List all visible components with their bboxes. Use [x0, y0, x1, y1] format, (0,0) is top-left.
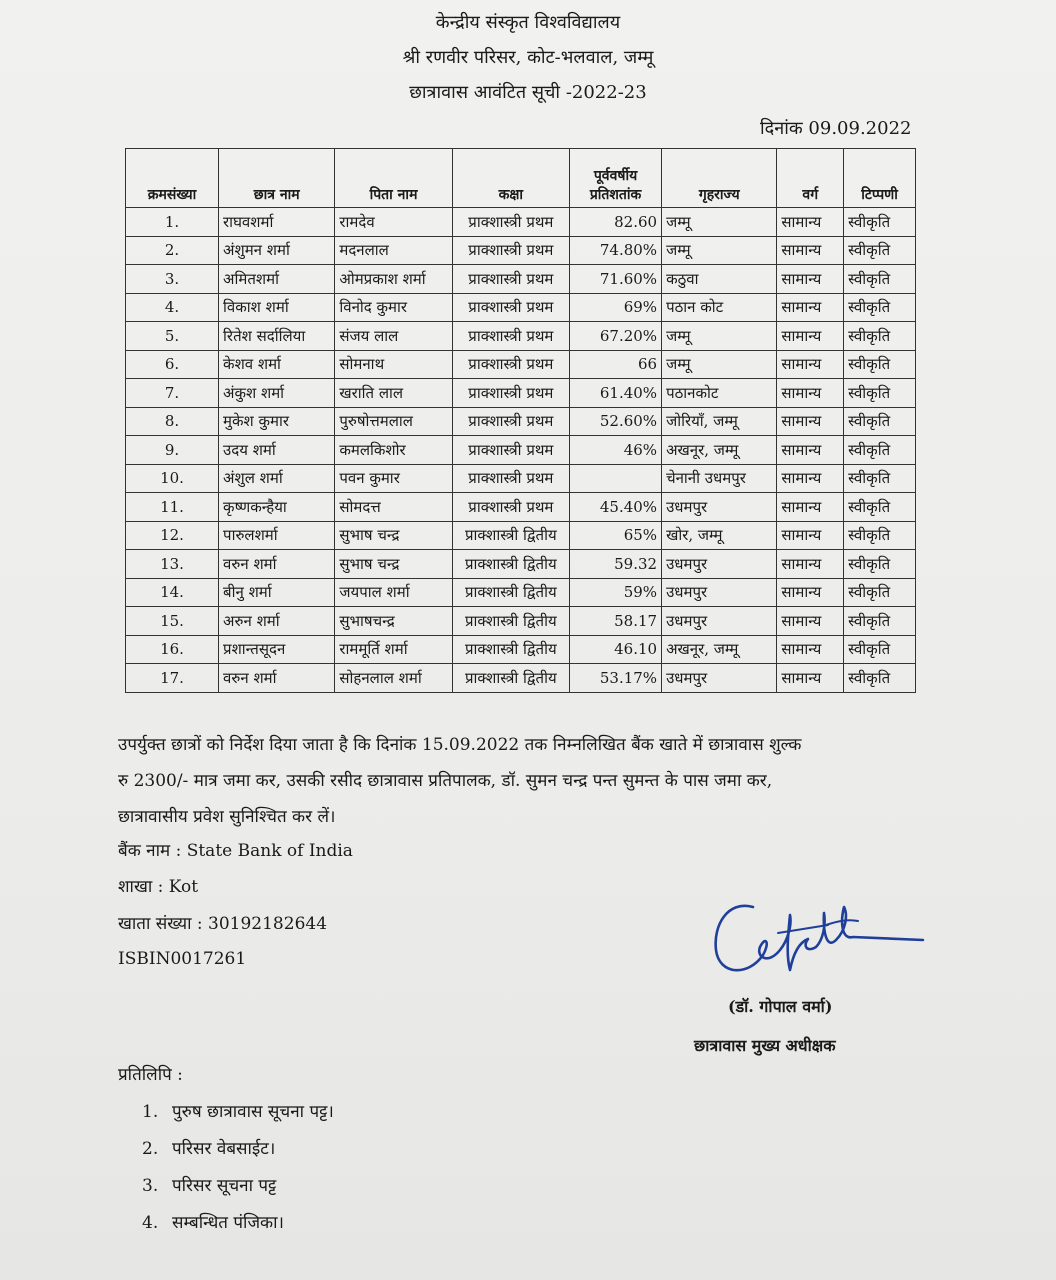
copy-list [142, 1094, 334, 1242]
copy-item [142, 1168, 334, 1205]
cell-class: प्राक्शास्त्री प्रथम [452, 293, 569, 322]
table-row [126, 436, 916, 465]
header-father: पिता नाम [335, 149, 452, 208]
cell-class: प्राक्शास्त्री द्वितीय [452, 635, 569, 664]
cell-percentage: 52.60% [570, 407, 662, 436]
cell-category: सामान्य [777, 521, 844, 550]
cell-father: कमलकिशोर [335, 436, 452, 465]
cell-category: सामान्य [777, 350, 844, 379]
cell-sn: 17. [126, 664, 219, 693]
cell-state: पठानकोट [662, 379, 777, 408]
cell-father: पवन कुमार [335, 464, 452, 493]
cell-state: जम्मू [662, 236, 777, 265]
cell-state: उधमपुर [662, 578, 777, 607]
cell-remark: स्वीकृति [844, 208, 916, 237]
copy-item-text: सम्बन्धित पंजिका। [172, 1213, 284, 1233]
cell-father: विनोद कुमार [335, 293, 452, 322]
copy-item-text: परिसर सूचना पट्ट [172, 1176, 277, 1196]
campus-address: श्री रणवीर परिसर, कोट-भलवाल, जम्मू [402, 47, 654, 68]
cell-sn: 3. [126, 265, 219, 294]
signature-mark [708, 895, 928, 990]
cell-percentage: 61.40% [570, 379, 662, 408]
cell-sn: 9. [126, 436, 219, 465]
cell-student: अंकुश शर्मा [219, 379, 335, 408]
cell-state: कठुवा [662, 265, 777, 294]
table-row [126, 607, 916, 636]
header-sn: क्रमसंख्या [126, 149, 219, 208]
header-percentage-line1: पूर्ववर्षीय [593, 168, 638, 184]
cell-class: प्राक्शास्त्री प्रथम [452, 265, 569, 294]
bank-ifsc: ISBIN0017261 [118, 949, 247, 969]
cell-class: प्राक्शास्त्री प्रथम [452, 322, 569, 351]
cell-state: अखनूर, जम्मू [662, 635, 777, 664]
cell-student: मुकेश कुमार [219, 407, 335, 436]
instruction-line-3: छात्रावासीय प्रवेश सुनिश्चित कर लें। [118, 807, 336, 827]
bank-name: बैंक नाम : State Bank of India [118, 841, 353, 861]
cell-father: रामदेव [335, 208, 452, 237]
cell-student: बीनु शर्मा [219, 578, 335, 607]
cell-category: सामान्य [777, 322, 844, 351]
header-percentage-line2: प्रतिशतांक [589, 187, 642, 203]
cell-sn: 12. [126, 521, 219, 550]
cell-student: रितेश सर्दालिया [219, 322, 335, 351]
copy-item-text: पुरुष छात्रावास सूचना पट्ट। [172, 1102, 334, 1122]
cell-remark: स्वीकृति [844, 379, 916, 408]
cell-sn: 6. [126, 350, 219, 379]
cell-father: सुभाष चन्द्र [335, 521, 452, 550]
copy-item-number: 2. [142, 1139, 159, 1159]
table-row [126, 350, 916, 379]
cell-category: सामान्य [777, 407, 844, 436]
cell-student: वरुन शर्मा [219, 664, 335, 693]
cell-father: सोमनाथ [335, 350, 452, 379]
signatory-title: छात्रावास मुख्य अधीक्षक [694, 1036, 836, 1055]
cell-class: प्राक्शास्त्री प्रथम [452, 436, 569, 465]
table-row [126, 521, 916, 550]
cell-student: प्रशान्तसूदन [219, 635, 335, 664]
signatory-name: (डॉ. गोपाल वर्मा) [728, 997, 833, 1016]
instruction-paragraph [118, 727, 918, 835]
cell-state: जम्मू [662, 350, 777, 379]
cell-class: प्राक्शास्त्री प्रथम [452, 379, 569, 408]
cell-sn: 5. [126, 322, 219, 351]
cell-remark: स्वीकृति [844, 607, 916, 636]
cell-category: सामान्य [777, 293, 844, 322]
cell-remark: स्वीकृति [844, 664, 916, 693]
table-row [126, 208, 916, 237]
cell-father: सुभाषचन्द्र [335, 607, 452, 636]
cell-student: अंशुल शर्मा [219, 464, 335, 493]
copy-label: प्रतिलिपि : [118, 1065, 183, 1085]
instruction-line-1: उपर्युक्त छात्रों को निर्देश दिया जाता है कि दिनांक 15.09.2022 तक निम्नलिखित बैंक खाते में छात्रावास शुल्क [118, 735, 802, 755]
table-row [126, 407, 916, 436]
cell-category: सामान्य [777, 635, 844, 664]
table-row [126, 550, 916, 579]
cell-percentage: 74.80% [570, 236, 662, 265]
cell-remark: स्वीकृति [844, 578, 916, 607]
cell-class: प्राक्शास्त्री द्वितीय [452, 578, 569, 607]
cell-remark: स्वीकृति [844, 521, 916, 550]
header-student: छात्र नाम [219, 149, 335, 208]
cell-category: सामान्य [777, 464, 844, 493]
cell-sn: 15. [126, 607, 219, 636]
cell-father: सोहनलाल शर्मा [335, 664, 452, 693]
cell-sn: 1. [126, 208, 219, 237]
cell-percentage: 65% [570, 521, 662, 550]
cell-category: सामान्य [777, 550, 844, 579]
cell-sn: 4. [126, 293, 219, 322]
cell-percentage: 46.10 [570, 635, 662, 664]
cell-class: प्राक्शास्त्री प्रथम [452, 493, 569, 522]
cell-father: मदनलाल [335, 236, 452, 265]
cell-class: प्राक्शास्त्री प्रथम [452, 350, 569, 379]
copy-item [142, 1094, 334, 1131]
cell-category: सामान्य [777, 607, 844, 636]
cell-class: प्राक्शास्त्री द्वितीय [452, 521, 569, 550]
cell-student: केशव शर्मा [219, 350, 335, 379]
cell-remark: स्वीकृति [844, 464, 916, 493]
cell-percentage: 59.32 [570, 550, 662, 579]
cell-state: जोरियाँ, जम्मू [662, 407, 777, 436]
cell-remark: स्वीकृति [844, 322, 916, 351]
cell-class: प्राक्शास्त्री प्रथम [452, 236, 569, 265]
cell-sn: 7. [126, 379, 219, 408]
cell-class: प्राक्शास्त्री प्रथम [452, 208, 569, 237]
cell-class: प्राक्शास्त्री द्वितीय [452, 550, 569, 579]
cell-category: सामान्य [777, 436, 844, 465]
cell-sn: 13. [126, 550, 219, 579]
bank-account: खाता संख्या : 30192182644 [118, 914, 328, 934]
cell-state: उधमपुर [662, 493, 777, 522]
copy-item [142, 1131, 334, 1168]
cell-sn: 8. [126, 407, 219, 436]
cell-student: पारुलशर्मा [219, 521, 335, 550]
cell-father: जयपाल शर्मा [335, 578, 452, 607]
cell-state: उधमपुर [662, 664, 777, 693]
cell-sn: 16. [126, 635, 219, 664]
cell-class: प्राक्शास्त्री द्वितीय [452, 664, 569, 693]
copy-item-number: 1. [142, 1102, 159, 1122]
instruction-line-2: रु 2300/- मात्र जमा कर, उसकी रसीद छात्रावास प्रतिपालक, डॉ. सुमन चन्द्र पन्त सुमन्त के पास जमा कर, [118, 771, 773, 791]
table-body [126, 208, 916, 693]
cell-state: पठान कोट [662, 293, 777, 322]
cell-class: प्राक्शास्त्री प्रथम [452, 464, 569, 493]
copy-item [142, 1205, 334, 1242]
cell-percentage: 69% [570, 293, 662, 322]
cell-percentage: 82.60 [570, 208, 662, 237]
table-row [126, 664, 916, 693]
cell-student: कृष्णकन्हैया [219, 493, 335, 522]
cell-father: राममूर्ति शर्मा [335, 635, 452, 664]
cell-student: राघवशर्मा [219, 208, 335, 237]
cell-father: सोमदत्त [335, 493, 452, 522]
cell-student: अंशुमन शर्मा [219, 236, 335, 265]
table-row [126, 293, 916, 322]
cell-father: सुभाष चन्द्र [335, 550, 452, 579]
list-title: छात्रावास आवंटित सूची -2022-23 [409, 82, 647, 103]
table-row [126, 236, 916, 265]
table-row [126, 578, 916, 607]
cell-category: सामान्य [777, 265, 844, 294]
cell-sn: 2. [126, 236, 219, 265]
table-row [126, 265, 916, 294]
cell-percentage: 53.17% [570, 664, 662, 693]
header-category: वर्ग [777, 149, 844, 208]
cell-father: संजय लाल [335, 322, 452, 351]
cell-state: उधमपुर [662, 550, 777, 579]
cell-category: सामान्य [777, 379, 844, 408]
cell-category: सामान्य [777, 664, 844, 693]
header-percentage [570, 149, 662, 208]
cell-state: जम्मू [662, 322, 777, 351]
cell-sn: 14. [126, 578, 219, 607]
cell-percentage [570, 464, 662, 493]
cell-percentage: 58.17 [570, 607, 662, 636]
table-header-row [126, 149, 916, 208]
cell-remark: स्वीकृति [844, 407, 916, 436]
cell-percentage: 71.60% [570, 265, 662, 294]
cell-remark: स्वीकृति [844, 265, 916, 294]
table-row [126, 379, 916, 408]
cell-sn: 10. [126, 464, 219, 493]
cell-remark: स्वीकृति [844, 293, 916, 322]
bank-branch: शाखा : Kot [118, 877, 199, 897]
cell-state: जम्मू [662, 208, 777, 237]
copy-item-text: परिसर वेबसाईट। [172, 1139, 276, 1159]
cell-student: अरुन शर्मा [219, 607, 335, 636]
header-remark: टिप्पणी [844, 149, 916, 208]
document-date: दिनांक 09.09.2022 [760, 118, 912, 139]
cell-remark: स्वीकृति [844, 436, 916, 465]
cell-remark: स्वीकृति [844, 236, 916, 265]
cell-student: उदय शर्मा [219, 436, 335, 465]
cell-class: प्राक्शास्त्री द्वितीय [452, 607, 569, 636]
cell-father: पुरुषोत्तमलाल [335, 407, 452, 436]
table-row [126, 464, 916, 493]
header-state: गृहराज्य [662, 149, 777, 208]
cell-student: अमितशर्मा [219, 265, 335, 294]
header-class: कक्षा [452, 149, 569, 208]
table-row [126, 322, 916, 351]
cell-student: विकाश शर्मा [219, 293, 335, 322]
cell-father: ओमप्रकाश शर्मा [335, 265, 452, 294]
cell-remark: स्वीकृति [844, 635, 916, 664]
cell-student: वरुन शर्मा [219, 550, 335, 579]
cell-state: चेनानी उधमपुर [662, 464, 777, 493]
cell-category: सामान्य [777, 208, 844, 237]
cell-percentage: 66 [570, 350, 662, 379]
cell-percentage: 67.20% [570, 322, 662, 351]
cell-category: सामान्य [777, 493, 844, 522]
cell-state: उधमपुर [662, 607, 777, 636]
cell-remark: स्वीकृति [844, 350, 916, 379]
cell-sn: 11. [126, 493, 219, 522]
cell-father: खराति लाल [335, 379, 452, 408]
cell-remark: स्वीकृति [844, 550, 916, 579]
cell-category: सामान्य [777, 236, 844, 265]
copy-item-number: 3. [142, 1176, 159, 1196]
cell-percentage: 59% [570, 578, 662, 607]
table-row [126, 493, 916, 522]
cell-state: खोर, जम्मू [662, 521, 777, 550]
cell-class: प्राक्शास्त्री प्रथम [452, 407, 569, 436]
university-name: केन्द्रीय संस्कृत विश्वविद्यालय [435, 12, 621, 33]
table-row [126, 635, 916, 664]
cell-percentage: 46% [570, 436, 662, 465]
cell-state: अखनूर, जम्मू [662, 436, 777, 465]
cell-category: सामान्य [777, 578, 844, 607]
copy-item-number: 4. [142, 1213, 159, 1233]
cell-remark: स्वीकृति [844, 493, 916, 522]
hostel-allotment-table [125, 148, 916, 693]
cell-percentage: 45.40% [570, 493, 662, 522]
